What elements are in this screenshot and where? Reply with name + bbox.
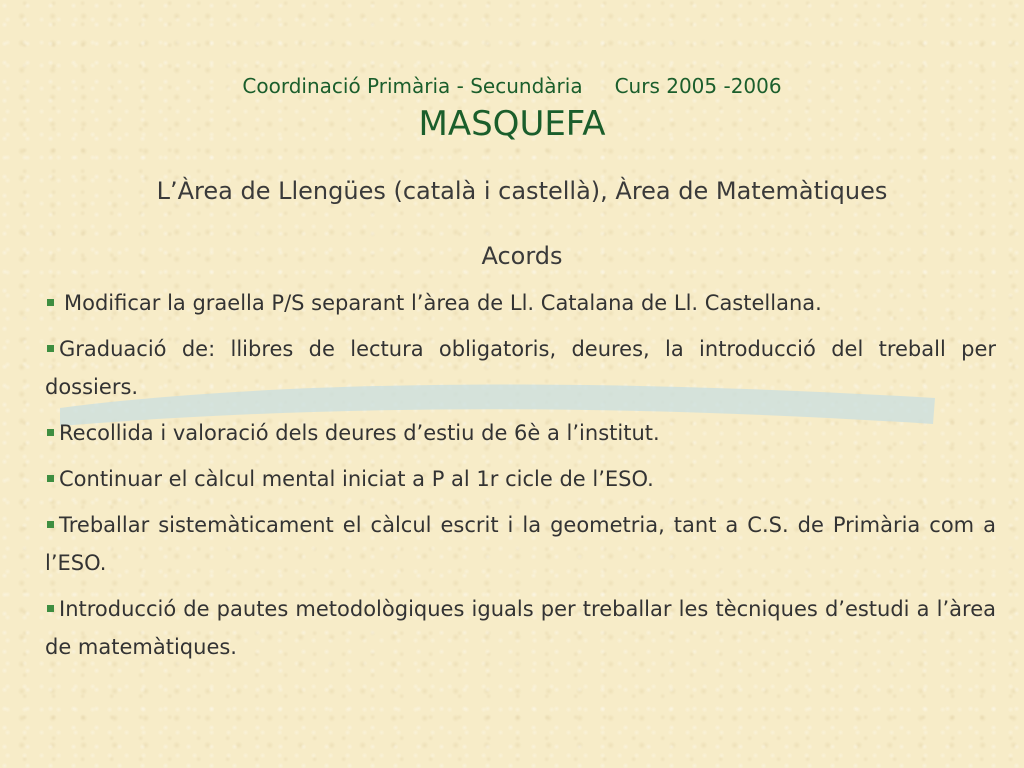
subtitle: L’Àrea de Llengües (català i castellà), Àrea de Matemàtiques: [156, 177, 888, 205]
list-item: [45, 414, 996, 452]
list-item-text: Continuar el càlcul mental iniciat a P al 1r cicle de l’ESO.: [59, 467, 654, 491]
bullet-icon: [47, 429, 54, 436]
section-heading: Acords: [481, 242, 563, 270]
bullet-icon: [47, 345, 54, 352]
list-item-text: Modificar la graella P/S separant l’àrea de Ll. Catalana de Ll. Castellana.: [64, 291, 822, 315]
list-item-text: Treballar sistemàticament el càlcul escrit i la geometria, tant a C.S. de Primària com a l’ESO.: [45, 513, 996, 575]
list-item-text: Graduació de: llibres de lectura obligatoris, deures, la introducció del treball per dossiers.: [45, 337, 996, 399]
list-item: [45, 506, 996, 582]
page-title: MASQUEFA: [418, 104, 606, 144]
list-item-text: Recollida i valoració dels deures d’estiu de 6è a l’institut.: [59, 421, 660, 445]
header-line: [0, 74, 1024, 98]
list-item: [45, 284, 996, 322]
bullet-icon: [47, 299, 54, 306]
agreements-list: [45, 284, 996, 674]
list-item: [45, 330, 996, 406]
list-item: [45, 590, 996, 666]
course-label: Curs 2005 -2006: [614, 74, 782, 98]
list-item: [45, 460, 996, 498]
bullet-icon: [47, 521, 54, 528]
bullet-icon: [47, 475, 54, 482]
coordination-label: Coordinació Primària - Secundària: [242, 74, 583, 98]
bullet-icon: [47, 605, 54, 612]
list-item-text: Introducció de pautes metodològiques iguals per treballar les tècniques d’estudi a l’àrea de matemàtiques.: [45, 597, 996, 659]
